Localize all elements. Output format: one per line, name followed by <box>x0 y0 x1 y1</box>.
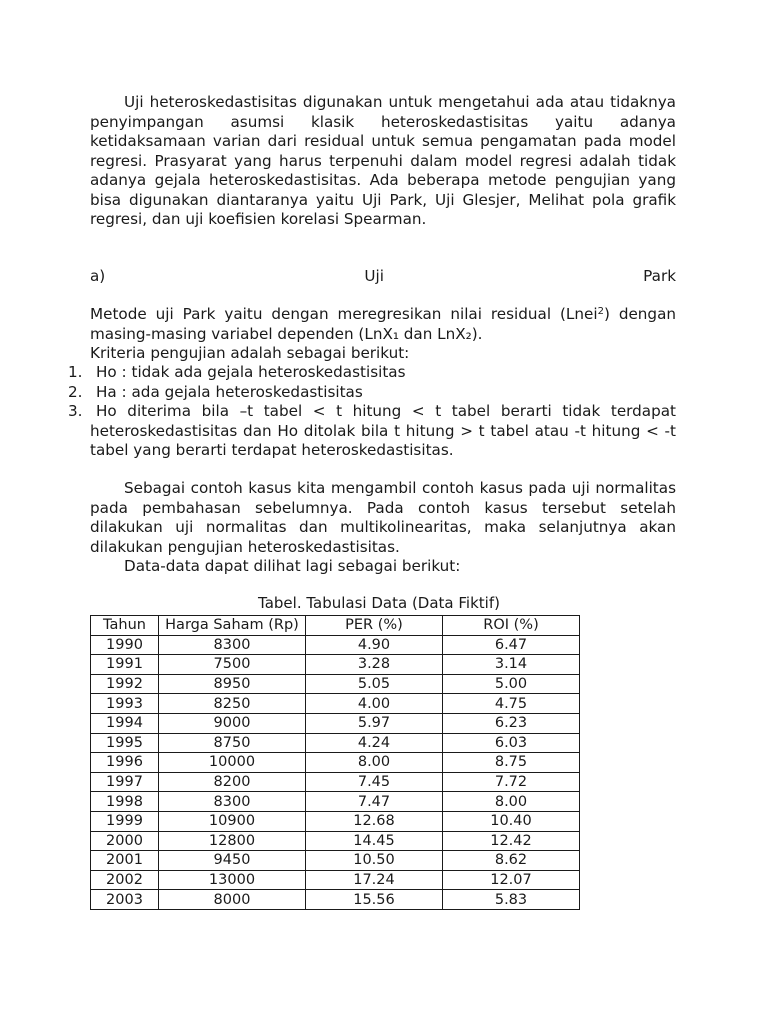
cell-harga-saham: 8300 <box>159 635 306 655</box>
cell-roi: 6.23 <box>443 713 580 733</box>
cell-roi: 5.00 <box>443 674 580 694</box>
data-intro: Data-data dapat dilihat lagi sebagai berikut: <box>124 557 461 575</box>
cell-roi: 4.75 <box>443 694 580 714</box>
section-title-word-1: Uji <box>364 267 384 285</box>
cell-harga-saham: 8200 <box>159 772 306 792</box>
cell-tahun: 1998 <box>91 792 159 812</box>
cell-per: 10.50 <box>306 851 443 871</box>
cell-per: 8.00 <box>306 753 443 773</box>
table-row <box>91 635 580 655</box>
cell-tahun: 2002 <box>91 870 159 890</box>
cell-roi: 3.14 <box>443 655 580 675</box>
cell-harga-saham: 10900 <box>159 811 306 831</box>
table-row <box>91 811 580 831</box>
cell-tahun: 1995 <box>91 733 159 753</box>
section-title-word-2: Park <box>643 267 676 285</box>
list-item-number: 3. <box>68 402 83 420</box>
intro-paragraph: Uji heteroskedastisitas digunakan untuk mengetahui ada atau tidaknya penyimpangan asumsi klasik heteroskedastisitas yaitu adanya ketidaksamaan varian dari residual untuk semua pengamatan pada model regresi. Prasyarat yang harus terpenuhi dalam model regresi adalah tidak adanya gejala heteroskedastisitas. Ada beberapa metode pengujian yang bisa digunakan diantaranya yaitu Uji Park, Uji Glesjer, Melihat pola grafik regresi, dan uji koefisien korelasi Spearman. <box>90 93 676 228</box>
table-caption: Tabel. Tabulasi Data (Data Fiktif) <box>258 594 500 612</box>
criteria-list <box>0 363 768 461</box>
park-method-paragraph <box>90 305 676 344</box>
cell-harga-saham: 9450 <box>159 851 306 871</box>
cell-harga-saham: 8750 <box>159 733 306 753</box>
cell-per: 17.24 <box>306 870 443 890</box>
table-row <box>91 792 580 812</box>
table-row <box>91 870 580 890</box>
cell-tahun: 1999 <box>91 811 159 831</box>
cell-per: 14.45 <box>306 831 443 851</box>
cell-roi: 5.83 <box>443 890 580 910</box>
table-header-row <box>91 616 580 636</box>
park-text-a: Metode uji Park yaitu dengan meregresikan nilai residual (Lnei <box>90 305 598 323</box>
list-item <box>0 402 768 461</box>
cell-roi: 7.72 <box>443 772 580 792</box>
list-item-number: 1. <box>68 363 83 381</box>
cell-per: 7.45 <box>306 772 443 792</box>
cell-per: 7.47 <box>306 792 443 812</box>
cell-harga-saham: 7500 <box>159 655 306 675</box>
cell-tahun: 1994 <box>91 713 159 733</box>
list-item <box>0 363 768 383</box>
cell-harga-saham: 8250 <box>159 694 306 714</box>
section-marker: a) <box>90 267 106 285</box>
cell-tahun: 1996 <box>91 753 159 773</box>
cell-per: 4.90 <box>306 635 443 655</box>
cell-per: 4.00 <box>306 694 443 714</box>
cell-per: 4.24 <box>306 733 443 753</box>
cell-tahun: 1993 <box>91 694 159 714</box>
table-row <box>91 694 580 714</box>
section-heading <box>90 267 676 287</box>
table-body <box>91 635 580 909</box>
cell-per: 12.68 <box>306 811 443 831</box>
example-paragraph: Sebagai contoh kasus kita mengambil contoh kasus pada uji normalitas pada pembahasan sebelumnya. Pada contoh kasus tersebut setelah dilakukan uji normalitas dan multikolinearitas, maka selanjutnya akan dilakukan pengujian heteroskedastisitas. <box>90 479 676 556</box>
cell-harga-saham: 13000 <box>159 870 306 890</box>
cell-tahun: 1991 <box>91 655 159 675</box>
list-item-text: Ho : tidak ada gejala heteroskedastisitas <box>96 363 406 381</box>
cell-harga-saham: 8300 <box>159 792 306 812</box>
cell-roi: 6.03 <box>443 733 580 753</box>
cell-harga-saham: 8950 <box>159 674 306 694</box>
cell-harga-saham: 8000 <box>159 890 306 910</box>
table-row <box>91 772 580 792</box>
cell-per: 5.05 <box>306 674 443 694</box>
cell-roi: 8.62 <box>443 851 580 871</box>
cell-harga-saham: 12800 <box>159 831 306 851</box>
park-superscript: 2 <box>597 306 604 317</box>
list-item-text: Ho diterima bila –t tabel < t hitung < t tabel berarti tidak terdapat heteroskedastisitas dan Ho ditolak bila t hitung > t tabel atau -t hitung < -t tabel yang berarti terdapat heteroskedastisitas. <box>90 402 676 459</box>
table-row <box>91 674 580 694</box>
header-per: PER (%) <box>306 616 443 636</box>
cell-tahun: 2003 <box>91 890 159 910</box>
table-row <box>91 890 580 910</box>
list-item <box>0 383 768 403</box>
cell-roi: 8.00 <box>443 792 580 812</box>
cell-tahun: 2001 <box>91 851 159 871</box>
table-row <box>91 831 580 851</box>
cell-tahun: 2000 <box>91 831 159 851</box>
cell-per: 5.97 <box>306 713 443 733</box>
table-row <box>91 733 580 753</box>
list-item-number: 2. <box>68 382 83 401</box>
header-harga-saham: Harga Saham (Rp) <box>159 616 306 636</box>
header-tahun: Tahun <box>91 616 159 636</box>
cell-roi: 12.42 <box>443 831 580 851</box>
cell-harga-saham: 10000 <box>159 753 306 773</box>
cell-per: 15.56 <box>306 890 443 910</box>
cell-roi: 10.40 <box>443 811 580 831</box>
cell-roi: 8.75 <box>443 753 580 773</box>
criteria-intro: Kriteria pengujian adalah sebagai berikut: <box>90 344 410 362</box>
header-roi: ROI (%) <box>443 616 580 636</box>
cell-per: 3.28 <box>306 655 443 675</box>
park-text-b: ) dengan masing-masing variabel dependen (LnX₁ dan LnX₂). <box>90 305 676 343</box>
cell-harga-saham: 9000 <box>159 713 306 733</box>
cell-roi: 6.47 <box>443 635 580 655</box>
data-table <box>90 615 580 910</box>
table-row <box>91 655 580 675</box>
cell-roi: 12.07 <box>443 870 580 890</box>
cell-tahun: 1997 <box>91 772 159 792</box>
table-row <box>91 851 580 871</box>
cell-tahun: 1990 <box>91 635 159 655</box>
table-row <box>91 753 580 773</box>
table-row <box>91 713 580 733</box>
cell-tahun: 1992 <box>91 674 159 694</box>
list-item-text: Ha : ada gejala heteroskedastisitas <box>96 382 363 401</box>
